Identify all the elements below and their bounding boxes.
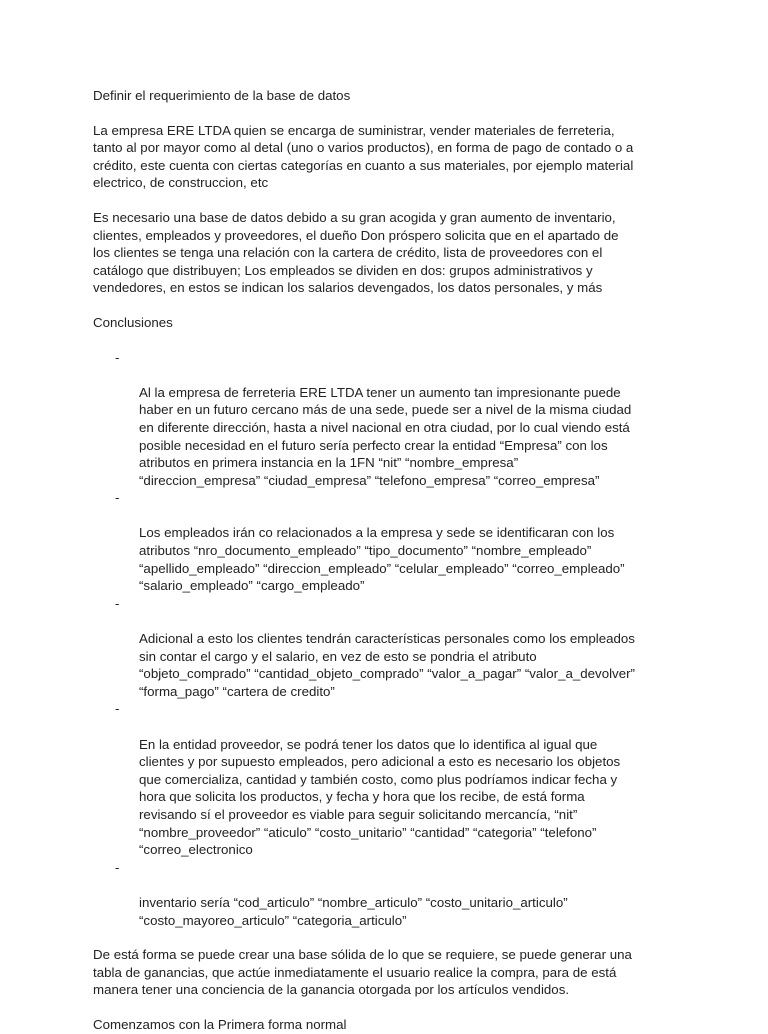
conclusions-heading: Conclusiones bbox=[93, 314, 173, 330]
list-item-text: Los empleados irán co relacionados a la empresa y sede se identificaran con los atributos “nro_documento_empleado” “tipo_documento” “nombre_empleado” “apellido_empleado” “direccion_empleado” “celular_empleado” “correo_empleado” “salario_empleado” “cargo_empleado” bbox=[139, 525, 625, 594]
list-item-text: Al la empresa de ferreteria ERE LTDA tener un aumento tan impresionante puede haber en un futuro cercano más de una sede, puede ser a nivel de la misma ciudad en diferente dirección, hasta a nivel nacional en otra ciudad, por lo cual viendo está posible necesidad en el futuro sería perfecto crear la entidad “Empresa” con los atributos en primera instancia en la 1FN “nit” “nombre_empresa” “direccion_empresa” “ciudad_empresa” “telefono_empresa” “correo_empresa” bbox=[139, 384, 632, 488]
bullet-dash-icon: - bbox=[115, 349, 120, 365]
conclusions-list bbox=[93, 349, 683, 930]
list-item bbox=[93, 595, 683, 701]
list-item-text: Adicional a esto los clientes tendrán características personales como los empleados sin contar el cargo y el salario, en vez de esto se pondria el atributo “objeto_comprado” “cantidad_objeto_comprado” “valor_a_pagar” “valor_a_devolver” “forma_pago” “cartera de credito” bbox=[139, 631, 635, 699]
bullet-dash-icon: - bbox=[115, 859, 120, 875]
document-title: Definir el requerimiento de la base de datos bbox=[93, 88, 351, 103]
closing-line: Comenzamos con la Primera forma normal bbox=[93, 1016, 347, 1032]
document-page bbox=[93, 87, 683, 1034]
requirements-paragraph: Es necesario una base de datos debido a su gran acogida y gran aumento de inventario, clientes, empleados y proveedores, el dueño Don próspero solicita que en el apartado de los clientes se tenga una relación con la cartera de crédito, lista de proveedores con el catálogo que distribuyen; Los empleados se dividen en dos: grupos administrativos y vendedores, en estos se indican los salarios devengados, los datos personales, y más bbox=[93, 209, 619, 296]
list-item bbox=[93, 489, 683, 595]
list-item bbox=[93, 700, 683, 858]
closing-paragraph: De está forma se puede crear una base sólida de lo que se requiere, se puede generar una tabla de ganancias, que actúe inmediatamente el usuario realice la compra, para de está manera tener una conciencia de la ganancia otorgada por los artículos vendidos. bbox=[93, 947, 632, 998]
list-item-text: En la entidad proveedor, se podrá tener los datos que lo identifica al igual que clientes y por supuesto empleados, pero adicional a esto es necesario los objetos que comercializa, cantidad y también costo, como plus podríamos indicar fecha y hora que solicita los productos, y fecha y hora que los recibe, de está forma revisando sí el proveedor es viable para seguir solicitando mercancía, “nit” “nombre_proveedor” “aticulo” “costo_unitario” “cantidad” “categoria” “telefono” “correo_electronico bbox=[139, 736, 621, 858]
bullet-dash-icon: - bbox=[115, 490, 120, 506]
list-item bbox=[93, 349, 683, 490]
bullet-dash-icon: - bbox=[115, 701, 120, 717]
list-item-text: inventario sería “cod_articulo” “nombre_articulo” “costo_unitario_articulo” “costo_mayoreo_articulo” “categoria_articulo” bbox=[139, 894, 568, 928]
intro-paragraph: La empresa ERE LTDA quien se encarga de suministrar, vender materiales de ferreteria, tanto al por mayor como al detal (uno o varios productos), en forma de pago de contado o a crédito, este cuenta con ciertas categorías en cuanto a sus materiales, por ejemplo material electrico, de construccion, etc bbox=[93, 122, 634, 191]
bullet-dash-icon: - bbox=[115, 595, 120, 611]
list-item bbox=[93, 859, 683, 929]
